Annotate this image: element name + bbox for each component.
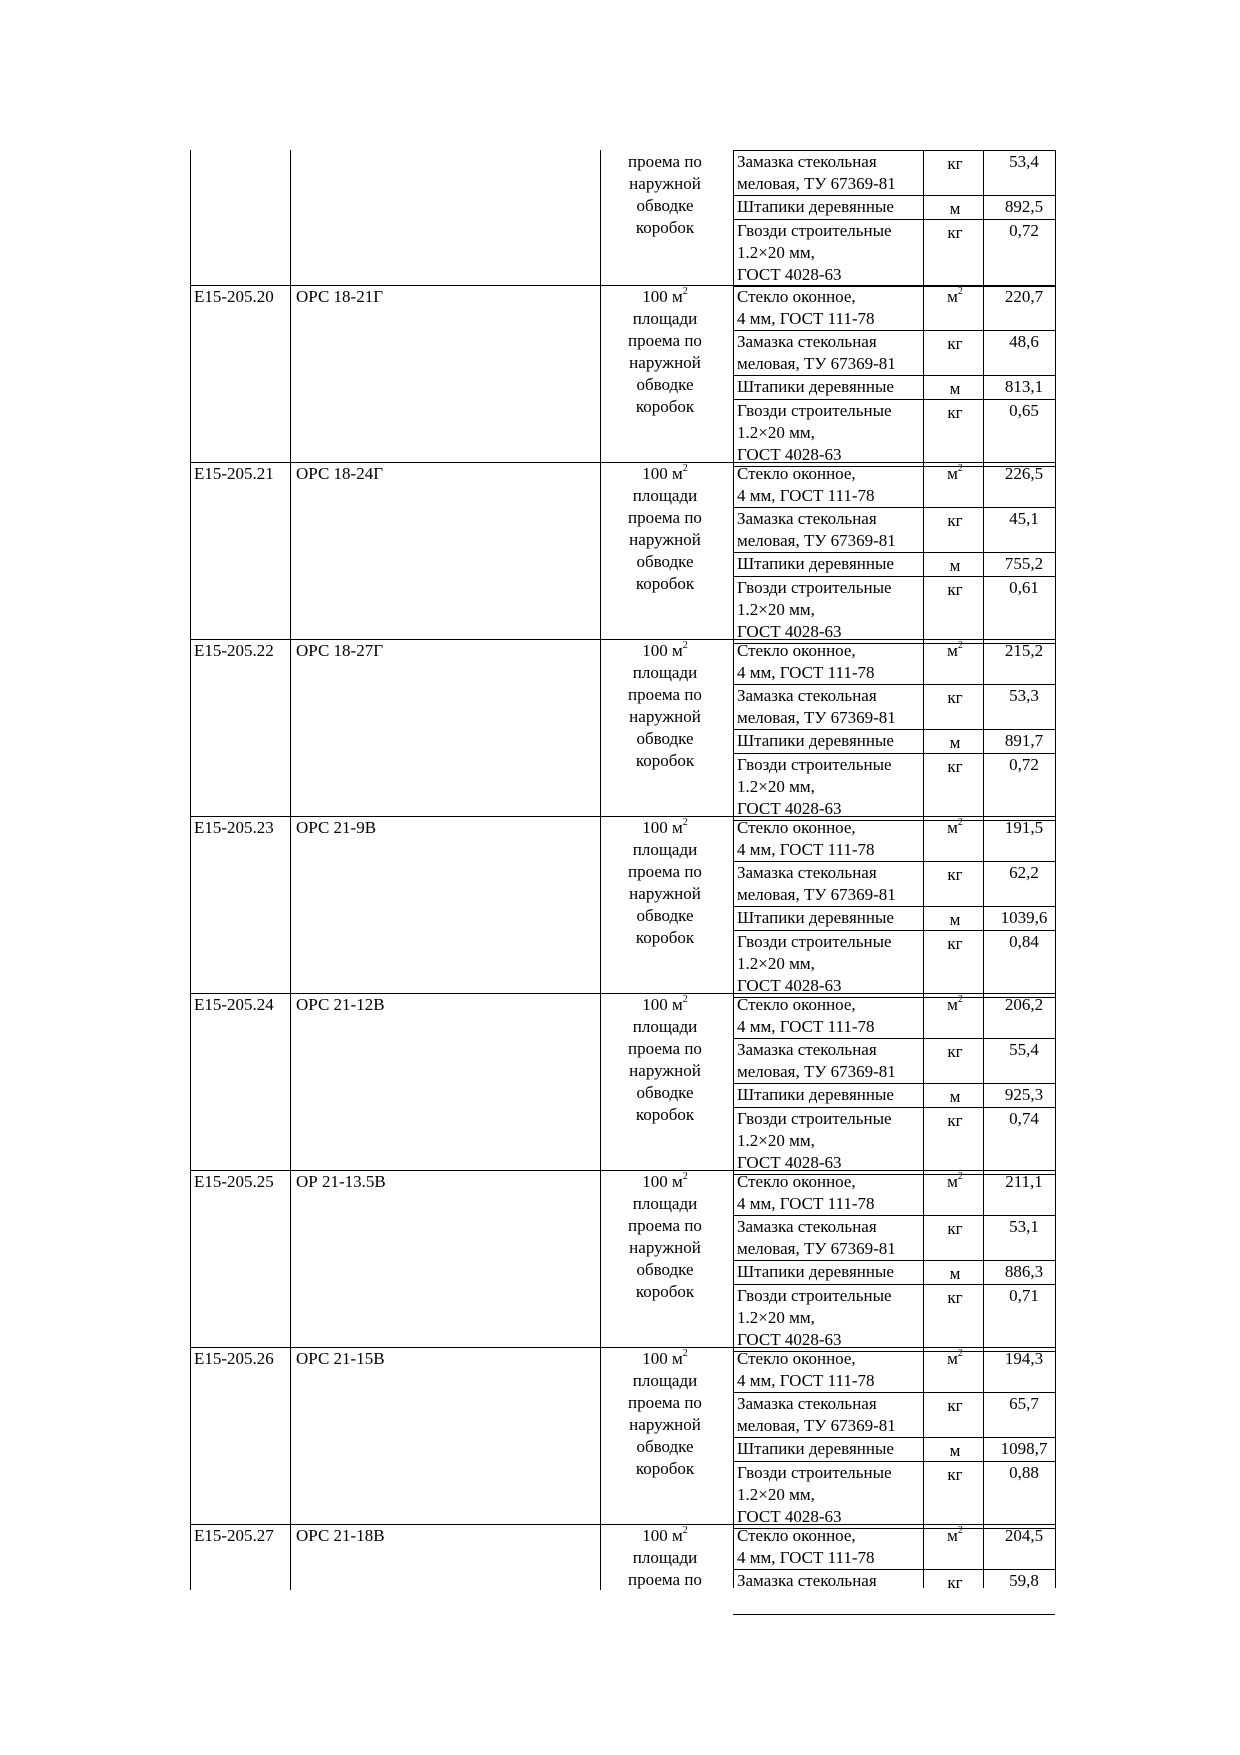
unit-description: наружной	[629, 353, 701, 372]
material-putty-name: меловая, ТУ 67369-81	[737, 1062, 896, 1081]
table-vertical-rule	[190, 150, 191, 1590]
material-nails-name: 1.2×20 мм,	[737, 600, 815, 619]
material-quantity: 0,65	[1009, 401, 1039, 420]
material-nails-name: ГОСТ 4028-63	[737, 1153, 842, 1172]
material-unit: кг	[947, 1042, 963, 1061]
material-nails-name: Гвозди строительные	[737, 578, 892, 597]
unit-description: коробок	[635, 397, 695, 416]
material-quantity: 62,2	[1009, 863, 1039, 882]
material-quantity: 204,5	[1004, 1526, 1044, 1545]
unit-description: обводке	[636, 196, 694, 215]
unit-description: обводке	[636, 552, 694, 571]
unit-description: площади	[632, 1194, 698, 1213]
material-quantity: 813,1	[1004, 377, 1044, 396]
material-unit: $м^2$	[947, 1348, 963, 1368]
table-vertical-rule	[290, 150, 291, 1590]
row-name: ОРС 18-27Г	[296, 641, 384, 660]
material-quantity: 755,2	[1004, 554, 1044, 573]
material-putty-name: меловая, ТУ 67369-81	[737, 354, 896, 373]
material-quantity: 53,4	[1009, 152, 1039, 171]
superscript-2: 2	[957, 1525, 963, 1537]
material-unit: м	[949, 1087, 961, 1106]
material-quantity: 0,84	[1009, 932, 1039, 951]
material-quantity: 0,61	[1009, 578, 1039, 597]
material-quantity: 226,5	[1004, 464, 1044, 483]
unit-description: коробок	[635, 1459, 695, 1478]
table-vertical-rule	[923, 150, 924, 1588]
material-nails-name: Гвозди строительные	[737, 1286, 892, 1305]
superscript-2: 2	[682, 994, 688, 1006]
material-quantity: 206,2	[1004, 995, 1044, 1014]
material-quantity: 0,72	[1009, 755, 1039, 774]
material-unit: кг	[947, 688, 963, 707]
material-beads-name: Штапики деревянные	[737, 1262, 894, 1281]
material-quantity: 220,7	[1004, 287, 1044, 306]
material-unit: кг	[947, 1396, 963, 1415]
material-unit: $м^2$	[947, 1525, 963, 1545]
material-unit: $м^2$	[947, 640, 963, 660]
unit-description: наружной	[629, 884, 701, 903]
row-name: ОРС 21-15В	[296, 1349, 385, 1368]
material-quantity: 0,88	[1009, 1463, 1039, 1482]
material-glass-name: 4 мм, ГОСТ 111-78	[737, 840, 875, 859]
material-glass-name: Стекло оконное,	[737, 1349, 856, 1368]
material-unit: кг	[947, 1288, 963, 1307]
material-nails-name: ГОСТ 4028-63	[737, 265, 842, 284]
superscript-2: 2	[957, 1348, 963, 1360]
material-quantity: 194,3	[1004, 1349, 1044, 1368]
unit-description: наружной	[629, 530, 701, 549]
material-glass-name: Стекло оконное,	[737, 287, 856, 306]
material-nails-name: Гвозди строительные	[737, 1463, 892, 1482]
material-quantity: 45,1	[1009, 509, 1039, 528]
material-unit: $м^2$	[947, 1171, 963, 1191]
superscript-2: 2	[682, 463, 688, 475]
material-putty-name: меловая, ТУ 67369-81	[737, 174, 896, 193]
material-quantity: 211,1	[1005, 1172, 1043, 1191]
material-quantity: 1039,6	[1000, 908, 1048, 927]
material-nails-name: 1.2×20 мм,	[737, 1131, 815, 1150]
unit-description: проема по	[628, 862, 702, 881]
unit-description: наружной	[629, 174, 701, 193]
row-name: ОРС 21-9В	[296, 818, 377, 837]
material-nails-name: Гвозди строительные	[737, 932, 892, 951]
unit-description: проема по	[628, 1393, 702, 1412]
material-unit: кг	[947, 1573, 963, 1592]
material-glass-name: 4 мм, ГОСТ 111-78	[737, 1548, 875, 1567]
material-glass-name: 4 мм, ГОСТ 111-78	[737, 1371, 875, 1390]
material-nails-name: Гвозди строительные	[737, 221, 892, 240]
superscript-2: 2	[957, 640, 963, 652]
unit-description: коробок	[635, 1105, 695, 1124]
material-putty-name: Замазка стекольная	[737, 1571, 877, 1590]
unit-description: наружной	[629, 1238, 701, 1257]
row-code: Е15-205.23	[194, 818, 274, 837]
material-glass-name: Стекло оконное,	[737, 1526, 856, 1545]
row-code: Е15-205.24	[194, 995, 274, 1014]
unit-measure: 100 $м^2$	[642, 640, 688, 660]
material-unit: кг	[947, 580, 963, 599]
unit-description: проема по	[628, 331, 702, 350]
material-unit: $м^2$	[947, 463, 963, 483]
material-quantity: 48,6	[1009, 332, 1039, 351]
material-nails-name: ГОСТ 4028-63	[737, 622, 842, 641]
material-beads-name: Штапики деревянные	[737, 1439, 894, 1458]
superscript-2: 2	[682, 640, 688, 652]
unit-description: обводке	[636, 1083, 694, 1102]
superscript-2: 2	[957, 994, 963, 1006]
material-putty-name: меловая, ТУ 67369-81	[737, 885, 896, 904]
material-unit: кг	[947, 1111, 963, 1130]
material-putty-name: Замазка стекольная	[737, 686, 877, 705]
row-name: ОРС 21-18В	[296, 1526, 385, 1545]
material-glass-name: 4 мм, ГОСТ 111-78	[737, 663, 875, 682]
row-name: ОРС 21-12В	[296, 995, 385, 1014]
unit-measure: 100 $м^2$	[642, 994, 688, 1014]
material-nails-name: 1.2×20 мм,	[737, 1485, 815, 1504]
material-unit: кг	[947, 934, 963, 953]
material-unit: м	[949, 1264, 961, 1283]
superscript-2: 2	[682, 286, 688, 298]
table-vertical-rule	[733, 150, 734, 1588]
material-nails-name: Гвозди строительные	[737, 755, 892, 774]
row-code: Е15-205.22	[194, 641, 274, 660]
material-quantity: 55,4	[1009, 1040, 1039, 1059]
unit-description: наружной	[629, 1061, 701, 1080]
unit-description: наружной	[629, 1415, 701, 1434]
material-unit: м	[949, 910, 961, 929]
material-unit: кг	[947, 403, 963, 422]
material-putty-name: Замазка стекольная	[737, 1217, 877, 1236]
table-horizontal-rule	[733, 1614, 1055, 1615]
material-glass-name: 4 мм, ГОСТ 111-78	[737, 309, 875, 328]
material-quantity: 59,8	[1009, 1571, 1039, 1590]
superscript-2: 2	[682, 817, 688, 829]
material-quantity: 191,5	[1004, 818, 1044, 837]
material-unit: кг	[947, 1465, 963, 1484]
material-quantity: 886,3	[1004, 1262, 1044, 1281]
row-name: ОРС 18-21Г	[296, 287, 384, 306]
unit-description: коробок	[635, 574, 695, 593]
material-putty-name: Замазка стекольная	[737, 1040, 877, 1059]
material-unit: м	[949, 733, 961, 752]
material-unit: м	[949, 1441, 961, 1460]
unit-description: площади	[632, 1548, 698, 1567]
superscript-2: 2	[957, 463, 963, 475]
material-putty-name: меловая, ТУ 67369-81	[737, 1416, 896, 1435]
material-putty-name: Замазка стекольная	[737, 152, 877, 171]
material-unit: м	[949, 199, 961, 218]
unit-description: наружной	[629, 707, 701, 726]
material-quantity: 0,72	[1009, 221, 1039, 240]
unit-description: проема по	[628, 685, 702, 704]
superscript-2: 2	[957, 1171, 963, 1183]
unit-description: обводке	[636, 375, 694, 394]
material-nails-name: ГОСТ 4028-63	[737, 976, 842, 995]
material-nails-name: ГОСТ 4028-63	[737, 799, 842, 818]
material-putty-name: Замазка стекольная	[737, 863, 877, 882]
unit-measure: 100 $м^2$	[642, 286, 688, 306]
unit-description: проема по	[628, 1216, 702, 1235]
row-code: Е15-205.20	[194, 287, 274, 306]
material-nails-name: 1.2×20 мм,	[737, 777, 815, 796]
material-nails-name: ГОСТ 4028-63	[737, 445, 842, 464]
material-glass-name: 4 мм, ГОСТ 111-78	[737, 1194, 875, 1213]
unit-description: площади	[632, 663, 698, 682]
material-quantity: 53,1	[1009, 1217, 1039, 1236]
unit-description: коробок	[635, 218, 695, 237]
material-unit: $м^2$	[947, 817, 963, 837]
unit-description: коробок	[635, 1282, 695, 1301]
material-beads-name: Штапики деревянные	[737, 554, 894, 573]
unit-measure: 100 $м^2$	[642, 1525, 688, 1545]
material-quantity: 0,71	[1009, 1286, 1039, 1305]
material-glass-name: 4 мм, ГОСТ 111-78	[737, 1017, 875, 1036]
material-unit: кг	[947, 757, 963, 776]
material-beads-name: Штапики деревянные	[737, 377, 894, 396]
row-code: Е15-205.27	[194, 1526, 274, 1545]
superscript-2: 2	[682, 1348, 688, 1360]
unit-description: коробок	[635, 928, 695, 947]
material-nails-name: 1.2×20 мм,	[737, 423, 815, 442]
unit-measure: 100 $м^2$	[642, 463, 688, 483]
material-beads-name: Штапики деревянные	[737, 731, 894, 750]
unit-description: обводке	[636, 1437, 694, 1456]
material-unit: м	[949, 556, 961, 575]
material-glass-name: Стекло оконное,	[737, 641, 856, 660]
material-glass-name: Стекло оконное,	[737, 464, 856, 483]
material-nails-name: Гвозди строительные	[737, 401, 892, 420]
row-name: ОРС 18-24Г	[296, 464, 384, 483]
material-quantity: 215,2	[1004, 641, 1044, 660]
material-nails-name: ГОСТ 4028-63	[737, 1507, 842, 1526]
material-quantity: 925,3	[1004, 1085, 1044, 1104]
material-unit: кг	[947, 865, 963, 884]
unit-description: проема по	[628, 1039, 702, 1058]
superscript-2: 2	[682, 1525, 688, 1537]
unit-description: площади	[632, 486, 698, 505]
material-unit: $м^2$	[947, 286, 963, 306]
material-beads-name: Штапики деревянные	[737, 197, 894, 216]
material-putty-name: Замазка стекольная	[737, 332, 877, 351]
material-glass-name: Стекло оконное,	[737, 818, 856, 837]
row-code: Е15-205.25	[194, 1172, 274, 1191]
unit-description: площади	[632, 1371, 698, 1390]
material-glass-name: Стекло оконное,	[737, 1172, 856, 1191]
unit-description: площади	[632, 309, 698, 328]
superscript-2: 2	[957, 286, 963, 298]
material-quantity: 53,3	[1009, 686, 1039, 705]
material-nails-name: Гвозди строительные	[737, 1109, 892, 1128]
material-unit: м	[949, 379, 961, 398]
material-quantity: 891,7	[1004, 731, 1044, 750]
material-glass-name: Стекло оконное,	[737, 995, 856, 1014]
material-beads-name: Штапики деревянные	[737, 1085, 894, 1104]
unit-description: обводке	[636, 906, 694, 925]
unit-description: обводке	[636, 1260, 694, 1279]
unit-description: проема по	[628, 1570, 702, 1589]
superscript-2: 2	[957, 817, 963, 829]
material-putty-name: Замазка стекольная	[737, 509, 877, 528]
unit-description: проема по	[628, 152, 702, 171]
material-unit: кг	[947, 154, 963, 173]
superscript-2: 2	[682, 1171, 688, 1183]
material-unit: $м^2$	[947, 994, 963, 1014]
row-code: Е15-205.21	[194, 464, 274, 483]
row-name: ОР 21-13.5В	[296, 1172, 386, 1191]
material-nails-name: ГОСТ 4028-63	[737, 1330, 842, 1349]
unit-measure: 100 $м^2$	[642, 817, 688, 837]
material-unit: кг	[947, 223, 963, 242]
unit-description: проема по	[628, 508, 702, 527]
material-putty-name: меловая, ТУ 67369-81	[737, 531, 896, 550]
material-quantity: 892,5	[1004, 197, 1044, 216]
material-unit: кг	[947, 334, 963, 353]
unit-description: площади	[632, 1017, 698, 1036]
unit-description: обводке	[636, 729, 694, 748]
material-unit: кг	[947, 511, 963, 530]
material-quantity: 0,74	[1009, 1109, 1039, 1128]
material-nails-name: 1.2×20 мм,	[737, 1308, 815, 1327]
material-beads-name: Штапики деревянные	[737, 908, 894, 927]
material-nails-name: 1.2×20 мм,	[737, 243, 815, 262]
material-quantity: 1098,7	[1000, 1439, 1048, 1458]
row-code: Е15-205.26	[194, 1349, 274, 1368]
material-putty-name: Замазка стекольная	[737, 1394, 877, 1413]
material-putty-name: меловая, ТУ 67369-81	[737, 708, 896, 727]
material-putty-name: меловая, ТУ 67369-81	[737, 1239, 896, 1258]
material-quantity: 65,7	[1009, 1394, 1039, 1413]
unit-description: коробок	[635, 751, 695, 770]
material-glass-name: 4 мм, ГОСТ 111-78	[737, 486, 875, 505]
material-unit: кг	[947, 1219, 963, 1238]
unit-measure: 100 $м^2$	[642, 1171, 688, 1191]
material-nails-name: 1.2×20 мм,	[737, 954, 815, 973]
unit-measure: 100 $м^2$	[642, 1348, 688, 1368]
unit-description: площади	[632, 840, 698, 859]
